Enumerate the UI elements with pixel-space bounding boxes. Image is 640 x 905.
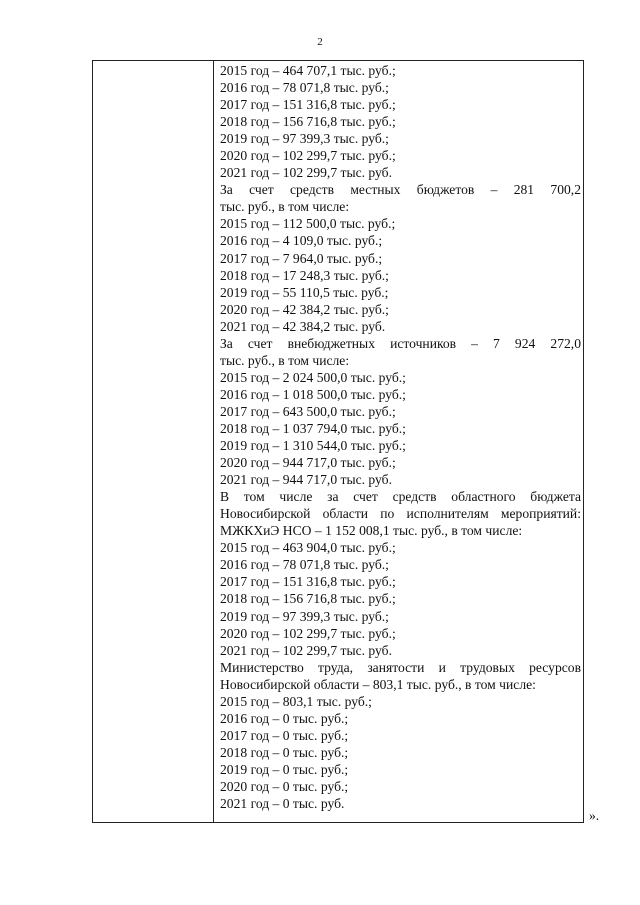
funding-line: 2018 год – 1 037 794,0 тыс. руб.; <box>220 420 406 436</box>
funding-line: 2016 год – 1 018 500,0 тыс. руб.; <box>220 386 406 402</box>
funding-line: За счет внебюджетных источников – 7 924 272,0 <box>220 335 581 351</box>
funding-line: 2017 год – 151 316,8 тыс. руб.; <box>220 97 396 113</box>
funding-line: 2021 год – 42 384,2 тыс. руб. <box>220 318 386 334</box>
funding-line: За счет средств местных бюджетов – 281 700,2 <box>220 182 581 198</box>
funding-table <box>92 60 584 823</box>
funding-line: 2019 год – 0 тыс. руб.; <box>220 761 349 777</box>
funding-line: тыс. руб., в том числе: <box>220 352 350 368</box>
funding-line: 2019 год – 97 399,3 тыс. руб.; <box>220 131 389 147</box>
funding-line: 2020 год – 102 299,7 тыс. руб.; <box>220 625 396 641</box>
funding-line: 2021 год – 944 717,0 тыс. руб. <box>220 472 392 488</box>
funding-line: МЖКХиЭ НСО – 1 152 008,1 тыс. руб., в том числе: <box>220 523 523 539</box>
funding-line: 2020 год – 944 717,0 тыс. руб.; <box>220 455 396 471</box>
funding-line: 2021 год – 102 299,7 тыс. руб. <box>220 642 392 658</box>
funding-line: 2020 год – 0 тыс. руб.; <box>220 778 349 794</box>
funding-line: тыс. руб., в том числе: <box>220 199 350 215</box>
funding-line: 2016 год – 4 109,0 тыс. руб.; <box>220 233 383 249</box>
funding-line: 2019 год – 55 110,5 тыс. руб.; <box>220 284 389 300</box>
funding-line: 2018 год – 156 716,8 тыс. руб.; <box>220 114 396 130</box>
funding-line: 2021 год – 0 тыс. руб. <box>220 796 345 812</box>
funding-line: 2021 год – 102 299,7 тыс. руб. <box>220 165 392 181</box>
funding-line: 2015 год – 464 707,1 тыс. руб.; <box>220 63 396 78</box>
funding-line: 2015 год – 2 024 500,0 тыс. руб.; <box>220 369 406 385</box>
funding-text-cell <box>220 62 581 812</box>
closing-quote-mark: ». <box>589 808 600 823</box>
funding-line: 2017 год – 7 964,0 тыс. руб.; <box>220 250 383 266</box>
funding-line: В том числе за счет средств областного бюджета <box>220 489 581 505</box>
funding-line: 2018 год – 17 248,3 тыс. руб.; <box>220 267 389 283</box>
page-number: 2 <box>317 36 323 48</box>
column-divider <box>213 61 214 822</box>
funding-line: 2015 год – 112 500,0 тыс. руб.; <box>220 216 396 232</box>
funding-line: 2015 год – 803,1 тыс. руб.; <box>220 693 372 709</box>
funding-line: 2018 год – 156 716,8 тыс. руб.; <box>220 591 396 607</box>
funding-line: 2017 год – 151 316,8 тыс. руб.; <box>220 574 396 590</box>
funding-line: Новосибирской области по исполнителям мероприятий: <box>220 506 581 522</box>
funding-line: Новосибирской области – 803,1 тыс. руб., в том числе: <box>220 676 536 692</box>
funding-line: 2019 год – 97 399,3 тыс. руб.; <box>220 608 389 624</box>
funding-line: Министерство труда, занятости и трудовых ресурсов <box>220 659 581 675</box>
funding-line: 2016 год – 78 071,8 тыс. руб.; <box>220 557 389 573</box>
funding-line: 2017 год – 643 500,0 тыс. руб.; <box>220 403 396 419</box>
funding-line: 2016 год – 0 тыс. руб.; <box>220 710 349 726</box>
funding-line: 2019 год – 1 310 544,0 тыс. руб.; <box>220 438 406 454</box>
funding-line: 2017 год – 0 тыс. руб.; <box>220 727 349 743</box>
funding-line: 2020 год – 42 384,2 тыс. руб.; <box>220 301 389 317</box>
funding-line: 2018 год – 0 тыс. руб.; <box>220 744 349 760</box>
funding-line: 2020 год – 102 299,7 тыс. руб.; <box>220 148 396 164</box>
funding-line: 2015 год – 463 904,0 тыс. руб.; <box>220 540 396 556</box>
funding-line: 2016 год – 78 071,8 тыс. руб.; <box>220 80 389 96</box>
